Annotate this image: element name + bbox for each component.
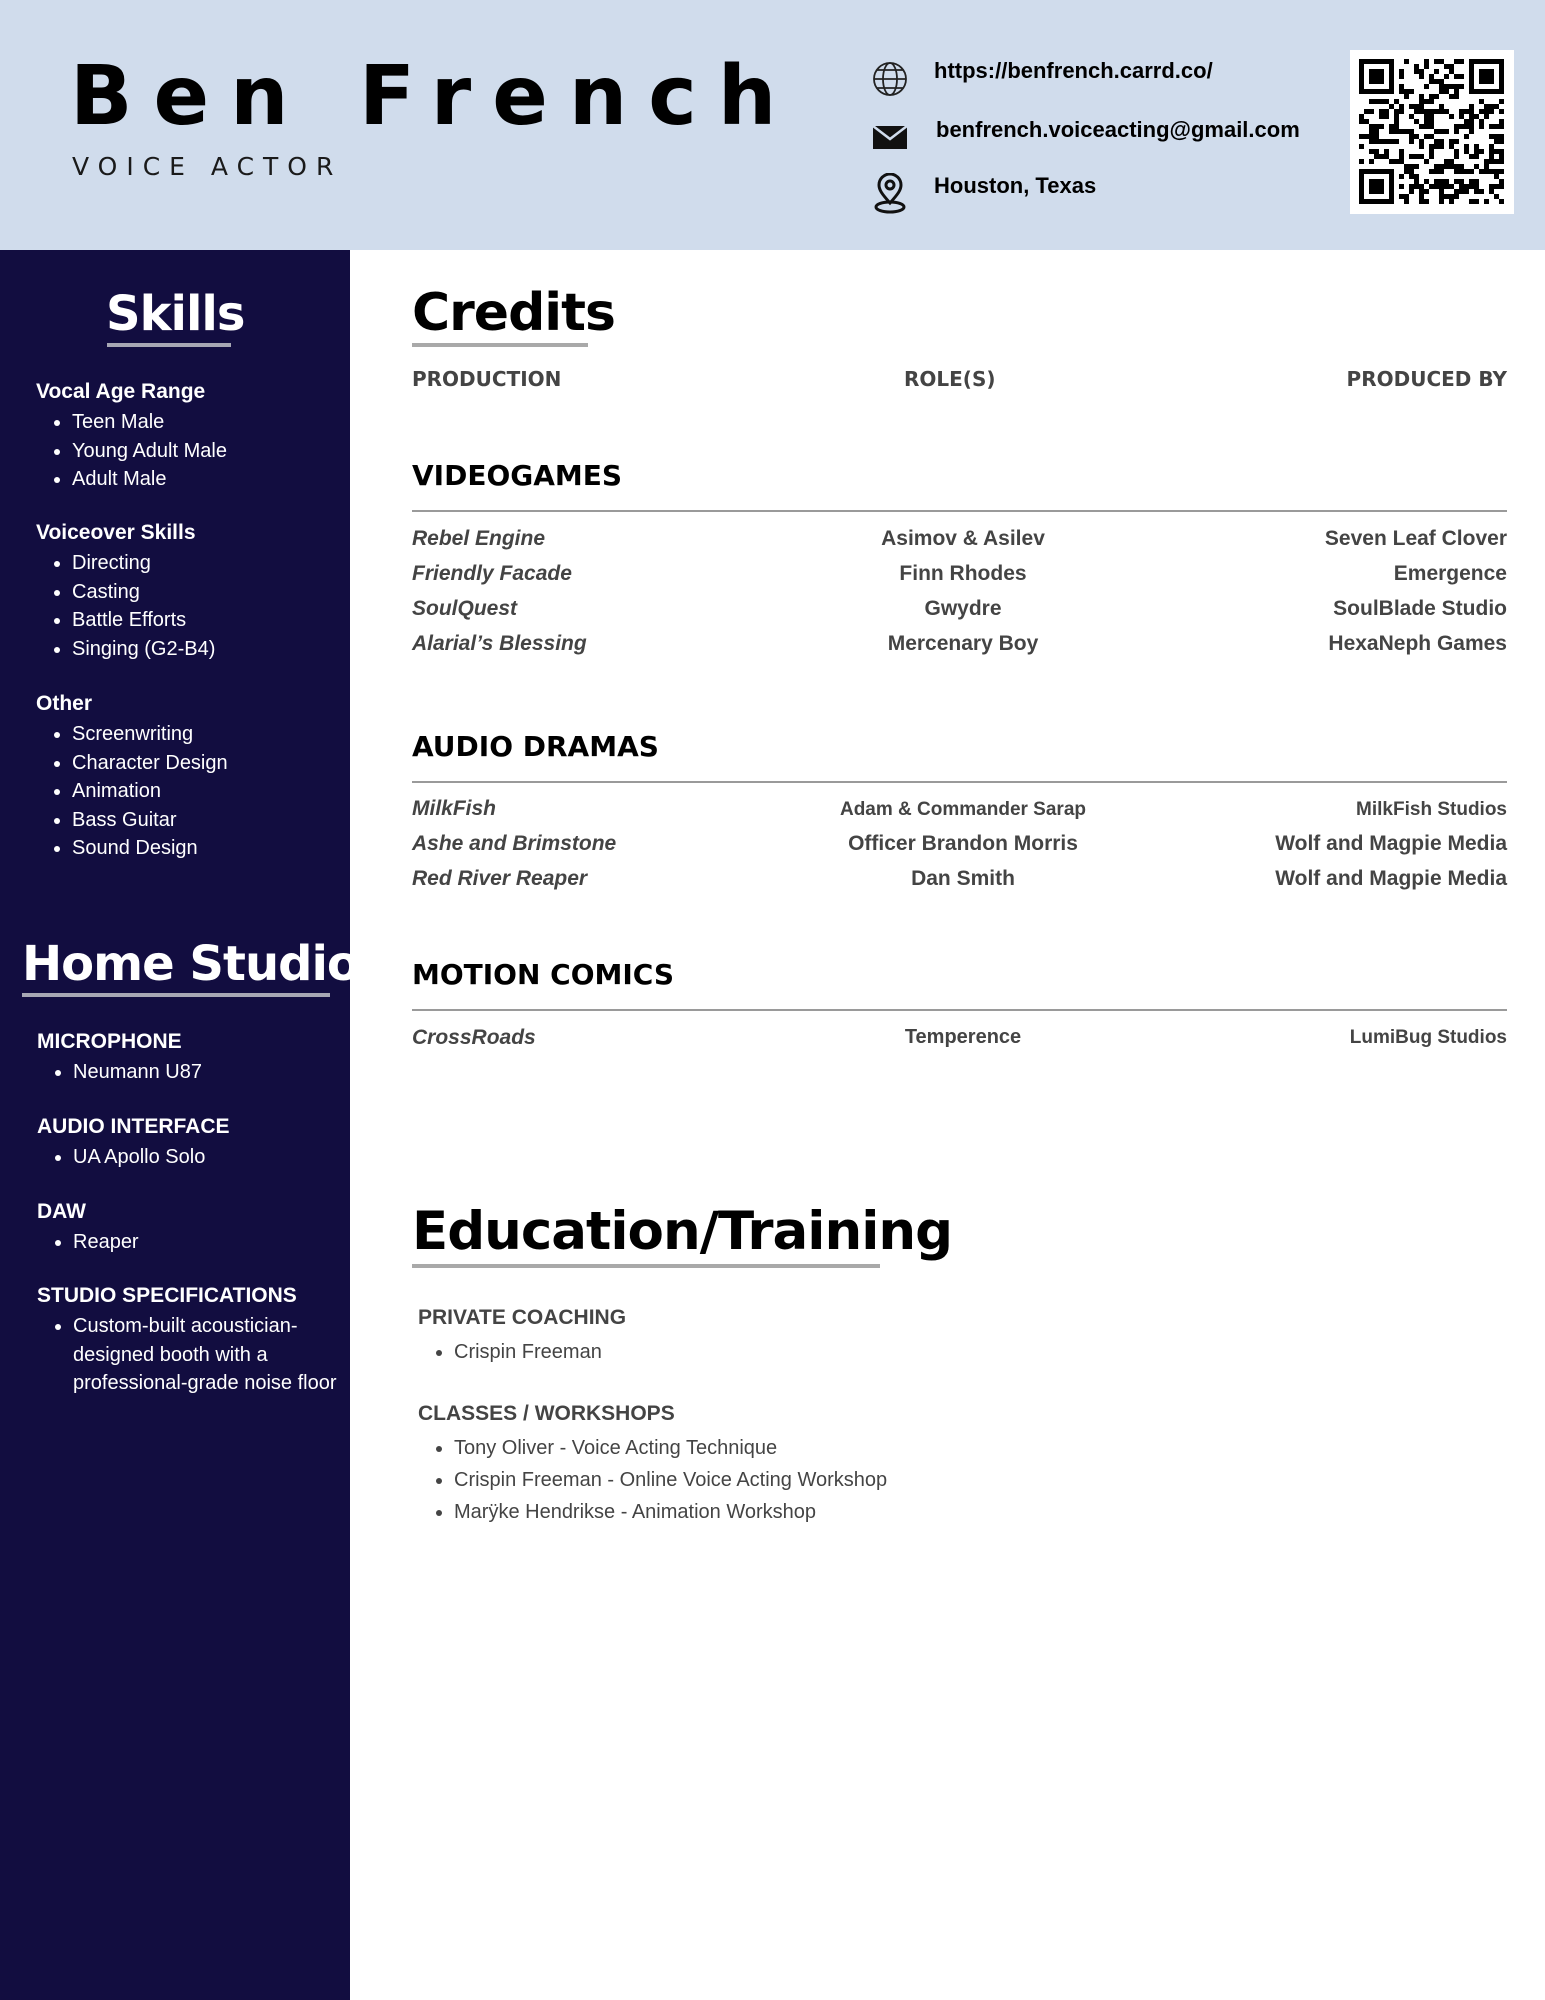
role-name: Finn Rhodes [899,562,1027,585]
list-item: • Reaper [73,1228,139,1257]
list-item: • Young Adult Male [72,437,227,466]
table-row [412,562,1507,596]
location-text: Houston, Texas [934,173,1097,198]
production-title: Red River Reaper [412,867,588,890]
studio-group-microphone [37,1030,202,1087]
list-item: • Custom-built acoustician-designed booth with a professional-grade noise floor [73,1312,337,1398]
producer-name: SoulBlade Studio [1333,597,1507,620]
table-row [412,632,1507,666]
name-heading: Ben French [70,49,798,144]
producer-name: Wolf and Magpie Media [1275,867,1507,890]
column-header-production: PRODUCTION [412,367,562,391]
list-item: • Sound Design [72,834,228,863]
list-item: • Singing (G2-B4) [72,635,215,664]
role-name: Adam & Commander Sarap [839,799,1086,820]
producer-name: LumiBug Studios [1349,1027,1507,1048]
table-row [412,832,1507,866]
map-pin-icon [868,172,912,216]
education-group-private-coaching [418,1306,626,1368]
role-name: Temperence [904,1026,1022,1048]
skill-group-heading: Voiceover Skills [36,521,196,544]
production-title: SoulQuest [412,597,518,620]
list-item: • Adult Male [72,465,227,494]
producer-name: MilkFish Studios [1356,799,1507,820]
contact-email [868,115,1300,159]
role-name: Asimov & Asilev [881,527,1045,550]
skill-group-other [36,692,228,863]
studio-group-daw [37,1200,139,1257]
role-name: Officer Brandon Morris [848,832,1078,855]
category-videogames: VIDEOGAMES [412,459,623,492]
skill-group-heading: Vocal Age Range [36,380,206,403]
list-item: • Neumann U87 [73,1058,202,1087]
producer-name: HexaNeph Games [1328,632,1507,655]
studio-group-heading: DAW [37,1200,86,1223]
education-group-classes [418,1402,887,1528]
mail-icon [868,115,912,159]
education-group-heading: CLASSES / WORKSHOPS [418,1402,675,1425]
website-link[interactable]: https://benfrench.carrd.co/ [934,58,1213,83]
role-name: Mercenary Boy [887,632,1039,655]
studio-group-heading: STUDIO SPECIFICATIONS [37,1284,297,1307]
list-item: • Animation [72,777,228,806]
category-motion-comics: MOTION COMICS [412,958,675,991]
credits-heading: Credits [412,283,615,343]
skills-underline [107,343,231,347]
education-underline [412,1264,880,1268]
production-title: Rebel Engine [412,527,546,550]
list-item: • Teen Male [72,408,227,437]
category-divider [412,1009,1507,1011]
studio-group-specifications [37,1284,337,1398]
contact-website [868,57,1213,101]
production-title: CrossRoads [412,1026,536,1049]
qr-code[interactable] [1350,50,1514,214]
list-item: • Tony Oliver - Voice Acting Technique [454,1432,887,1464]
table-row [412,597,1507,631]
column-header-roles: ROLE(S) [904,367,996,391]
list-item: • Casting [72,578,215,607]
list-item: • Screenwriting [72,720,228,749]
sidebar [0,250,359,2000]
studio-group-interface [37,1115,230,1172]
production-title: MilkFish [412,797,497,820]
list-item: • Crispin Freeman [454,1336,626,1368]
home-studio-heading: Home Studio [22,936,359,992]
header [0,0,1545,250]
skill-group-voiceover [36,521,215,663]
globe-icon [868,57,912,101]
email-link[interactable]: benfrench.voiceacting@gmail.com [936,117,1300,142]
contact-location [868,172,1096,216]
table-row [412,1026,1507,1060]
list-item: • Crispin Freeman - Online Voice Acting Workshop [454,1464,887,1496]
production-title: Friendly Facade [412,562,572,585]
list-item: • Character Design [72,749,228,778]
producer-name: Emergence [1393,562,1507,585]
list-item: • Battle Efforts [72,606,215,635]
role-name: Gwydre [924,597,1002,620]
education-group-heading: PRIVATE COACHING [418,1306,627,1329]
table-row [412,797,1507,831]
skill-group-vocal-age [36,380,227,494]
production-title: Ashe and Brimstone [412,832,617,855]
list-item: • Bass Guitar [72,806,228,835]
skill-group-heading: Other [36,692,93,715]
table-row [412,527,1507,561]
table-row [412,867,1507,901]
list-item: • UA Apollo Solo [73,1143,230,1172]
job-title: VOICE ACTOR [72,152,343,181]
column-header-produced-by: PRODUCED BY [1346,367,1507,391]
credits-underline [412,343,588,347]
list-item: • Directing [72,549,215,578]
education-heading: Education/Training [412,1201,953,1262]
category-divider [412,781,1507,783]
studio-group-heading: MICROPHONE [37,1030,182,1053]
producer-name: Seven Leaf Clover [1324,527,1507,550]
category-divider [412,510,1507,512]
category-audio-dramas: AUDIO DRAMAS [412,730,659,763]
producer-name: Wolf and Magpie Media [1275,832,1507,855]
skills-heading: Skills [106,286,245,342]
home-studio-underline [22,993,330,997]
production-title: Alarial’s Blessing [412,632,587,655]
studio-group-heading: AUDIO INTERFACE [37,1115,230,1138]
role-name: Dan Smith [911,867,1015,890]
list-item: • Marÿke Hendrikse - Animation Workshop [454,1496,887,1528]
